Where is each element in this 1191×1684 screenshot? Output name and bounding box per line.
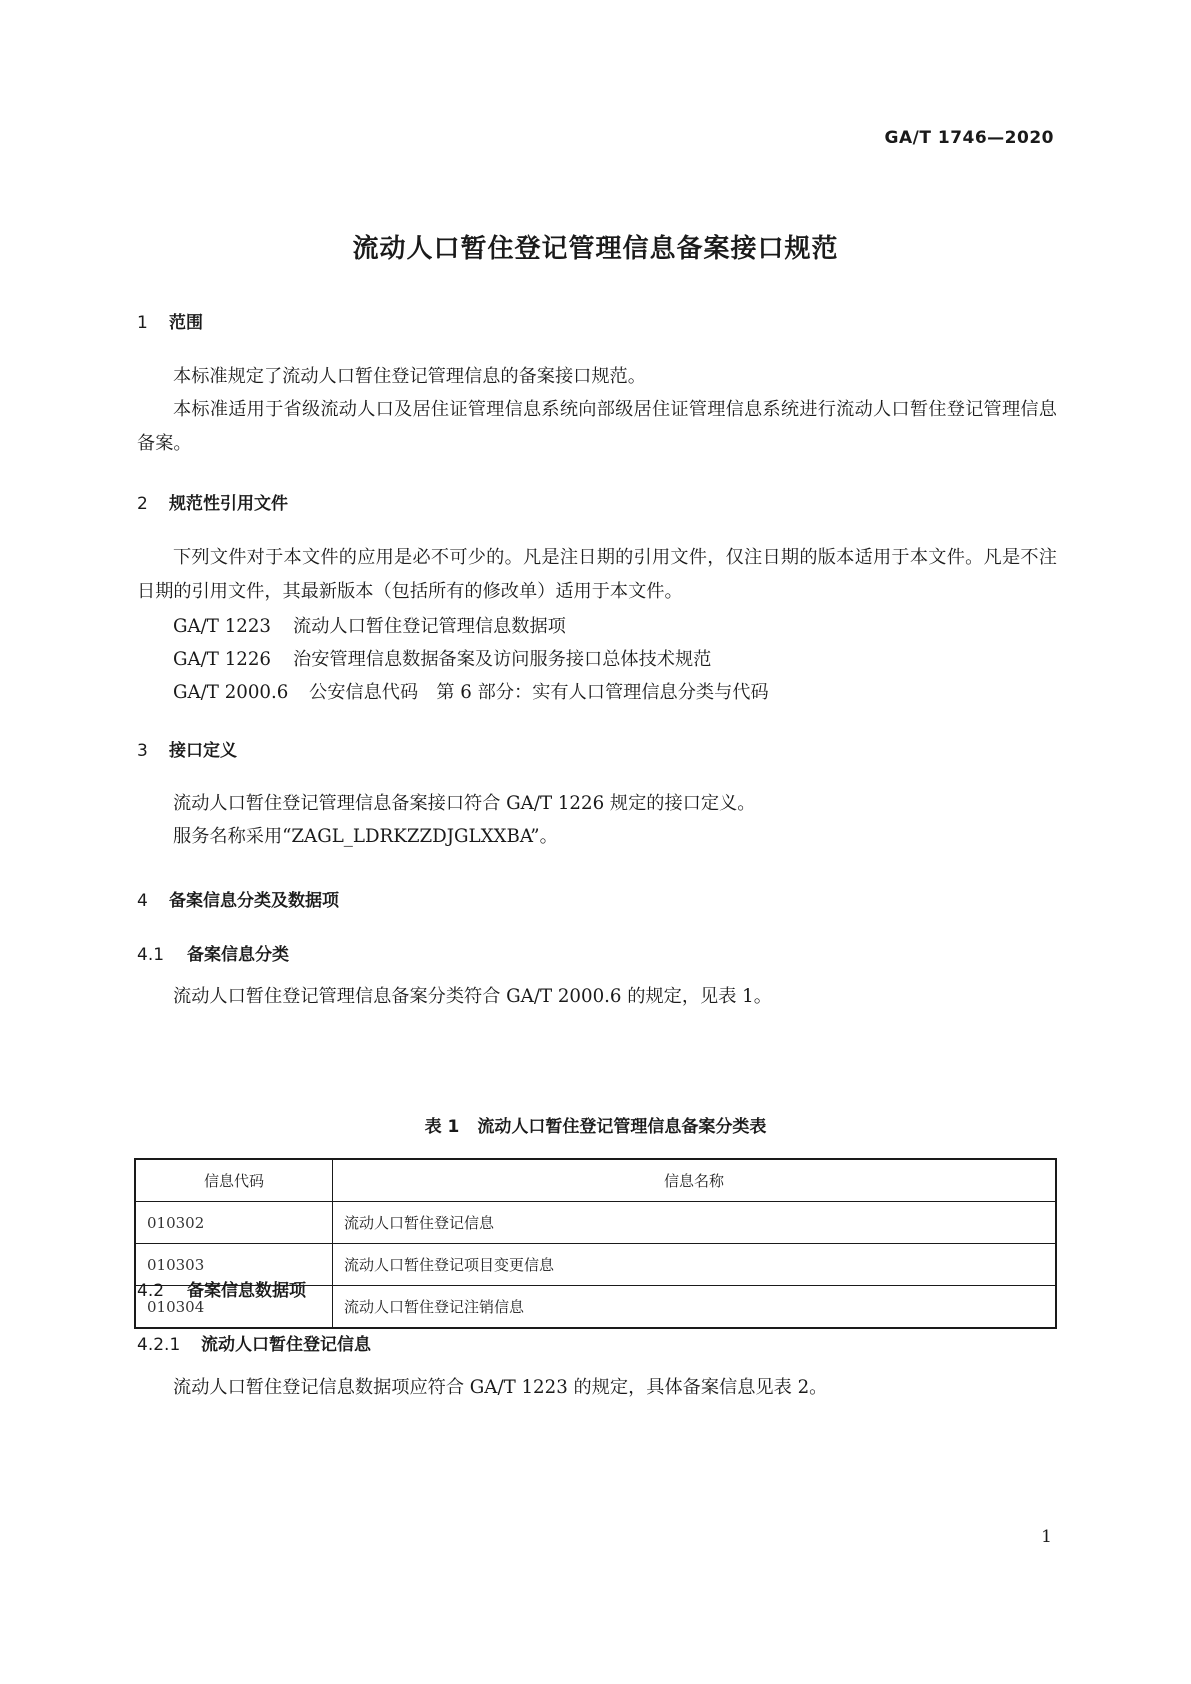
section-number: 4.1 <box>137 945 165 965</box>
reference-code: GA/T 1223 <box>173 616 271 637</box>
reference-title: 治安管理信息数据备案及访问服务接口总体技术规范 <box>293 649 712 670</box>
section-number: 1 <box>137 313 148 333</box>
table-label: 表 1 <box>424 1117 460 1137</box>
section-1-heading <box>137 308 203 333</box>
section-number: 3 <box>137 741 148 761</box>
section-4-2-1-heading <box>137 1330 371 1355</box>
standard-number: GA/T 1746—2020 <box>884 128 1054 148</box>
info-name-cell: 流动人口暂住登记注销信息 <box>333 1286 1057 1329</box>
section-2-paragraph-1: 下列文件对于本文件的应用是必不可少的。凡是注日期的引用文件，仅注日期的版本适用于本文件。凡是不注日期的引用文件，其最新版本（包括所有的修改单）适用于本文件。 <box>137 547 1057 602</box>
info-code-cell: 010304 <box>135 1286 333 1329</box>
section-4-heading <box>137 886 339 911</box>
section-title: 流动人口暂住登记信息 <box>201 1335 371 1355</box>
section-4-2-1-paragraph-1: 流动人口暂住登记信息数据项应符合 GA/T 1223 的规定，具体备案信息见表 2。 <box>173 1377 828 1398</box>
section-number: 4 <box>137 891 148 911</box>
info-code-cell: 010303 <box>135 1244 333 1286</box>
section-1-paragraph-2: 本标准适用于省级流动人口及居住证管理信息系统向部级居住证管理信息系统进行流动人口暂住登记管理信息备案。 <box>137 399 1057 454</box>
section-4-1-paragraph-1: 流动人口暂住登记管理信息备案分类符合 GA/T 2000.6 的规定，见表 1。 <box>173 986 772 1007</box>
classification-table <box>134 1158 1057 1329</box>
section-3-heading <box>137 736 237 761</box>
section-3-paragraph-1: 流动人口暂住登记管理信息备案接口符合 GA/T 1226 规定的接口定义。 <box>173 793 756 814</box>
section-1-paragraph-1: 本标准规定了流动人口暂住登记管理信息的备案接口规范。 <box>173 366 646 387</box>
reference-code: GA/T 2000.6 <box>173 682 289 703</box>
normative-reference <box>173 612 566 638</box>
table-caption-text: 流动人口暂住登记管理信息备案分类表 <box>477 1117 767 1137</box>
section-title: 规范性引用文件 <box>169 494 288 514</box>
table-1-caption <box>0 1112 1191 1137</box>
section-2-heading <box>137 489 288 514</box>
info-code-cell: 010302 <box>135 1202 333 1244</box>
section-number: 4.2.1 <box>137 1335 181 1355</box>
normative-reference <box>173 645 711 671</box>
section-title: 备案信息分类 <box>187 945 289 965</box>
column-header-name: 信息名称 <box>333 1159 1057 1202</box>
section-number: 4.2 <box>137 1281 165 1301</box>
reference-title: 公安信息代码 第 6 部分：实有人口管理信息分类与代码 <box>309 682 769 703</box>
section-title: 备案信息数据项 <box>187 1281 306 1301</box>
table-header-row <box>135 1159 1056 1202</box>
reference-title: 流动人口暂住登记管理信息数据项 <box>293 616 566 637</box>
section-4-2-heading <box>137 1276 306 1301</box>
section-number: 2 <box>137 494 148 514</box>
info-name-cell: 流动人口暂住登记项目变更信息 <box>333 1244 1057 1286</box>
section-title: 备案信息分类及数据项 <box>169 891 339 911</box>
section-title: 范围 <box>169 313 203 333</box>
section-3-paragraph-2: 服务名称采用“ZAGL_LDRKZZDJGLXXBA”。 <box>173 826 558 847</box>
reference-code: GA/T 1226 <box>173 649 271 670</box>
normative-reference <box>173 678 769 704</box>
column-header-code: 信息代码 <box>135 1159 333 1202</box>
table-row <box>135 1202 1056 1244</box>
document-title: 流动人口暂住登记管理信息备案接口规范 <box>352 234 839 264</box>
section-4-1-heading <box>137 940 289 965</box>
info-name-cell: 流动人口暂住登记信息 <box>333 1202 1057 1244</box>
page-number: 1 <box>1041 1527 1052 1547</box>
section-title: 接口定义 <box>169 741 237 761</box>
